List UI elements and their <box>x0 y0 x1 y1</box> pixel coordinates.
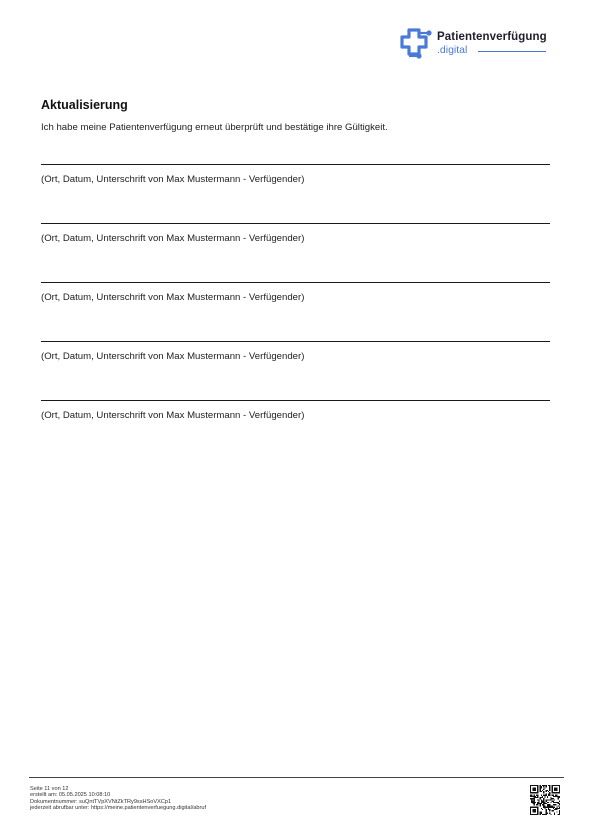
signature-line-3 <box>41 282 550 283</box>
access-url: jederzeit abrufbar unter: https://meine.patientenverfuegung.digital/abruf <box>30 804 207 811</box>
brand-suffix: .digital <box>437 44 468 56</box>
section-heading: Aktualisierung <box>41 98 128 112</box>
brand-underline <box>478 51 546 52</box>
qr-code-icon <box>530 785 560 815</box>
signature-line-5 <box>41 400 550 401</box>
signature-caption-5: (Ort, Datum, Unterschrift von Max Mustermann - Verfügender) <box>41 410 305 421</box>
signature-caption-2: (Ort, Datum, Unterschrift von Max Mustermann - Verfügender) <box>41 233 305 244</box>
section-intro: Ich habe meine Patientenverfügung erneut überprüft und bestätige ihre Gültigkeit. <box>41 122 388 133</box>
signature-line-4 <box>41 341 550 342</box>
created-date: erstellt am: 05.05.2025 10:08:10 <box>30 792 111 799</box>
brand-logo <box>399 28 551 60</box>
signature-caption-4: (Ort, Datum, Unterschrift von Max Mustermann - Verfügender) <box>41 351 305 362</box>
brand-name: Patientenverfügung <box>437 31 547 43</box>
document-number: Dokumentnummer: suQntTVpXVNtZkTRy9ssHSoVXCp1 <box>30 798 172 805</box>
medical-cross-circuit-icon <box>399 28 433 60</box>
signature-line-1 <box>41 164 550 165</box>
signature-caption-1: (Ort, Datum, Unterschrift von Max Mustermann - Verfügender) <box>41 174 305 185</box>
footer-divider <box>29 777 564 778</box>
footer-info <box>30 786 206 811</box>
signature-line-2 <box>41 223 550 224</box>
signature-caption-3: (Ort, Datum, Unterschrift von Max Mustermann - Verfügender) <box>41 292 305 303</box>
page-number: Seite 11 von 12 <box>30 786 69 792</box>
